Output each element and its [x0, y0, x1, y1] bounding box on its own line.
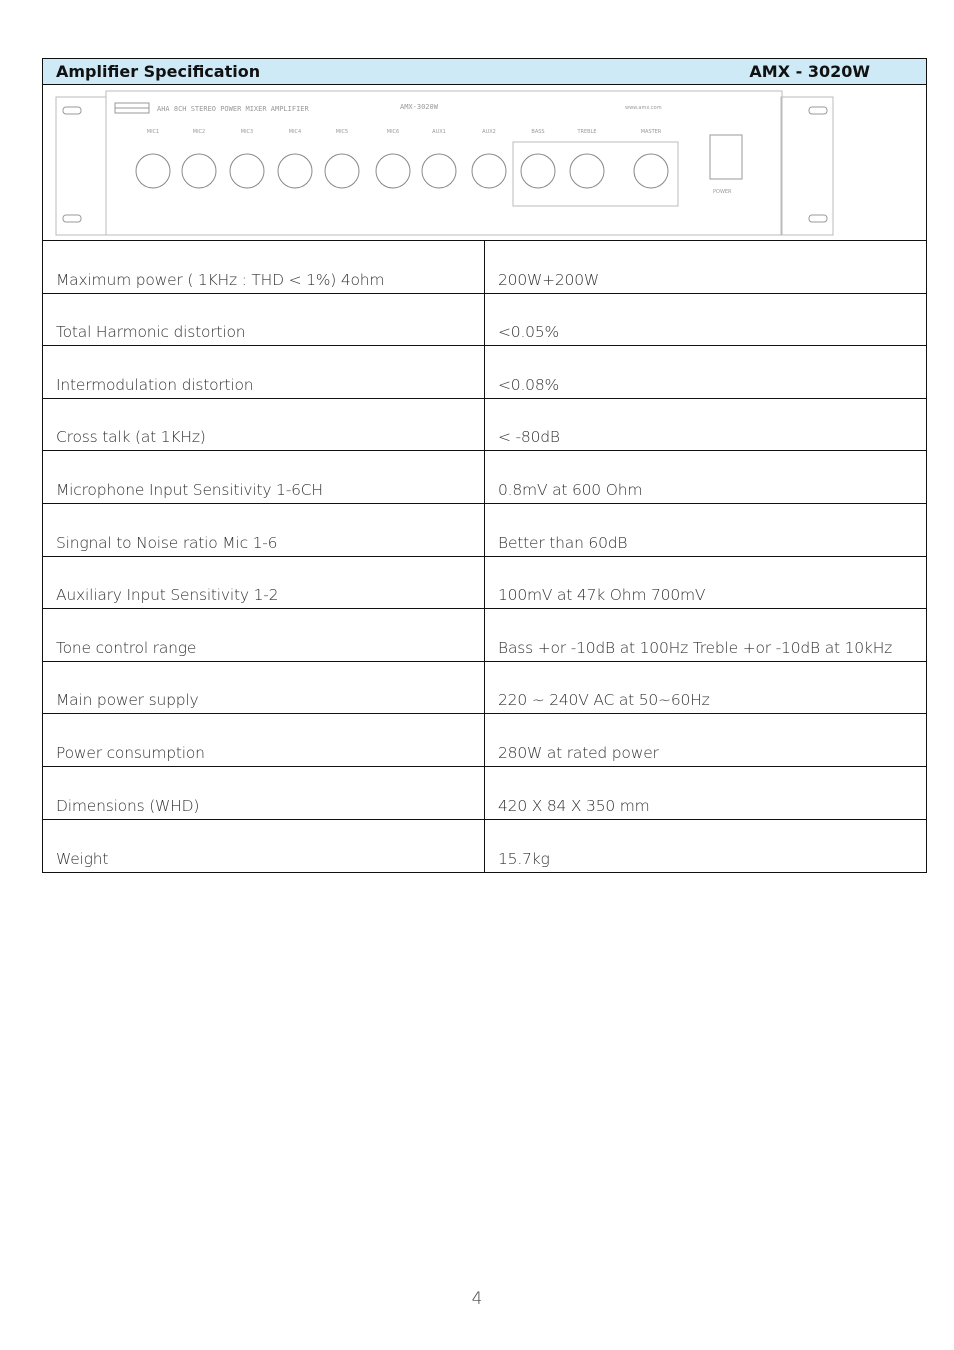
spec-label: Microphone Input Sensitivity 1-6CH [43, 451, 485, 503]
table-row [43, 609, 926, 662]
table-row [43, 451, 926, 504]
panel-website-text: www.amx.com [625, 105, 662, 111]
knob-label: MIC5 [335, 129, 349, 135]
spec-value: 200W+200W [498, 270, 600, 289]
spec-value: 420 X 84 X 350 mm [498, 796, 650, 815]
spec-value: 15.7kg [498, 850, 550, 869]
knob-label: BASS [531, 129, 545, 135]
spec-value: 100mV at 47k Ohm 700mV [498, 586, 706, 605]
knob-mic3[interactable] [230, 129, 264, 188]
spec-value: 220 ~ 240V AC at 50~60Hz [498, 691, 710, 710]
front-panel-drawing [43, 85, 926, 241]
tone-group-box [513, 142, 678, 206]
knob-mic2[interactable] [182, 129, 216, 188]
table-row [43, 241, 926, 294]
knob-mic5[interactable] [325, 129, 359, 188]
rack-ear-left [56, 97, 106, 235]
knob-aux1[interactable] [422, 129, 456, 188]
knob-master[interactable] [634, 129, 668, 188]
table-title: Amplifier Specification [56, 62, 261, 81]
table-row [43, 399, 926, 452]
spec-label: Main power supply [43, 662, 485, 714]
table-row [43, 504, 926, 557]
rack-hole-icon [809, 107, 827, 114]
spec-label: Intermodulation distortion [43, 346, 485, 398]
spec-label: Total Harmonic distortion [43, 294, 485, 346]
table-row [43, 557, 926, 610]
knob-label: TREBLE [577, 129, 597, 135]
rack-ear-right [781, 97, 833, 235]
panel-model-text: AMX-3020W [400, 103, 438, 111]
table-row [43, 346, 926, 399]
table-row [43, 294, 926, 347]
knob-icon [325, 154, 359, 188]
knob-row [136, 129, 668, 188]
spec-label: Auxiliary Input Sensitivity 1-2 [43, 557, 485, 609]
knob-aux2[interactable] [472, 129, 506, 188]
knob-icon [182, 154, 216, 188]
knob-label: MIC4 [288, 129, 302, 135]
spec-value: 0.8mV at 600 Ohm [498, 480, 643, 499]
knob-label: AUX1 [432, 129, 446, 135]
knob-mic1[interactable] [136, 129, 170, 188]
spec-label: Singnal to Noise ratio Mic 1-6 [43, 504, 485, 556]
knob-label: MIC1 [146, 129, 160, 135]
model-name: AMX - 3020W [749, 62, 870, 81]
spec-value: 280W at rated power [498, 743, 659, 762]
panel-brand-text: AHA 8CH STEREO POWER MIXER AMPLIFIER [157, 105, 309, 113]
spec-label: Dimensions (WHD) [43, 767, 485, 819]
spec-label: Maximum power ( 1KHz : THD < 1%) 4ohm [43, 241, 485, 293]
rack-hole-icon [63, 107, 81, 114]
power-switch-icon[interactable] [710, 135, 742, 179]
rack-hole-icon [63, 215, 81, 222]
amplifier-front-panel [55, 89, 835, 237]
spec-value: Bass +or -10dB at 100Hz Treble +or -10dB at 10kHz [498, 638, 893, 657]
table-header [43, 59, 926, 85]
spec-rows [43, 241, 926, 872]
knob-label: AUX2 [482, 129, 496, 135]
rack-hole-icon [809, 215, 827, 222]
spec-label: Power consumption [43, 714, 485, 766]
knob-icon [422, 154, 456, 188]
page-number: 4 [471, 1289, 483, 1309]
table-row [43, 820, 926, 873]
knob-icon [230, 154, 264, 188]
knob-icon [521, 154, 555, 188]
spec-value: <0.05% [498, 323, 560, 342]
knob-icon [136, 154, 170, 188]
knob-icon [278, 154, 312, 188]
power-label: POWER [713, 189, 732, 195]
spec-label: Tone control range [43, 609, 485, 661]
knob-mic4[interactable] [278, 129, 312, 188]
knob-icon [472, 154, 506, 188]
knob-icon [634, 154, 668, 188]
knob-icon [376, 154, 410, 188]
knob-bass[interactable] [521, 129, 555, 188]
table-row [43, 662, 926, 715]
spec-value: <0.08% [498, 375, 560, 394]
knob-label: MIC3 [240, 129, 254, 135]
spec-value: Better than 60dB [498, 533, 628, 552]
spec-label: Cross talk (at 1KHz) [43, 399, 485, 451]
knob-label: MASTER [640, 129, 662, 135]
table-row [43, 714, 926, 767]
table-row [43, 767, 926, 820]
spec-value: < -80dB [498, 428, 560, 447]
knob-treble[interactable] [570, 129, 604, 188]
knob-label: MIC6 [386, 129, 400, 135]
knob-icon [570, 154, 604, 188]
spec-table [42, 58, 927, 873]
spec-label: Weight [43, 820, 485, 873]
knob-label: MIC2 [192, 129, 206, 135]
knob-mic6[interactable] [376, 129, 410, 188]
